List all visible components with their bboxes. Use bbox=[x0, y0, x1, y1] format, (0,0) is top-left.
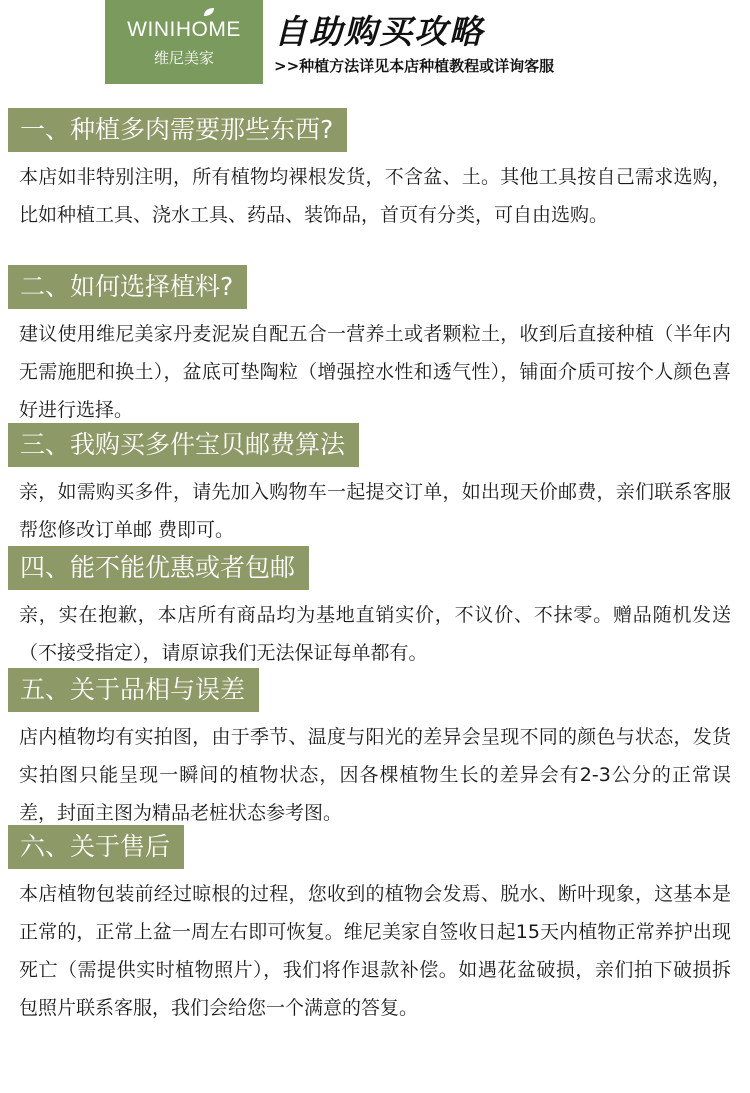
logo-sub-text: 维尼美家 bbox=[153, 49, 214, 67]
page-title: 自助购买攻略 bbox=[274, 12, 484, 51]
section-heading: 五、关于品相与误差 bbox=[8, 668, 259, 712]
section-heading: 四、能不能优惠或者包邮 bbox=[8, 546, 309, 590]
logo-brand-text: WINIHOME bbox=[127, 18, 241, 41]
page-subtitle: >>种植方法详见本店种植教程或详询客服 bbox=[274, 57, 555, 75]
section-heading: 三、我购买多件宝贝邮费算法 bbox=[8, 423, 359, 467]
section-body: 店内植物均有实拍图，由于季节、温度与阳光的差异会呈现不同的颜色与状态，发货实拍图只能呈现一瞬间的植物状态，因各棵植物生长的差异会有2-3公分的正常误差，封面主图为精品老桩状态参考图。 bbox=[19, 726, 731, 824]
section-body: 亲，实在抱歉，本店所有商品均为基地直销实价，不议价、不抹零。赠品随机发送（不接受指定），请原谅我们无法保证每单都有。 bbox=[19, 604, 731, 664]
section-heading: 六、关于售后 bbox=[8, 825, 184, 869]
brand-logo bbox=[105, 0, 263, 84]
section-body: 亲，如需购买多件，请先加入购物车一起提交订单，如出现天价邮费，亲们联系客服帮您修改订单邮 费即可。 bbox=[19, 481, 731, 541]
section-heading: 二、如何选择植料? bbox=[8, 265, 247, 309]
section-body: 本店如非特别注明，所有植物均裸根发货，不含盆、土。其他工具按自己需求选购，比如种植工具、浇水工具、药品、装饰品，首页有分类，可自由选购。 bbox=[19, 166, 731, 226]
section-body: 本店植物包装前经过晾根的过程，您收到的植物会发焉、脱水、断叶现象，这基本是正常的，正常上盆一周左右即可恢复。维尼美家自签收日起15天内植物正常养护出现死亡（需提供实时植物照片），我们将作退款补偿。如遇花盆破损，亲们拍下破损拆包照片联系客服，我们会给您一个满意的答复。 bbox=[19, 883, 731, 1019]
leaf-icon bbox=[203, 7, 215, 17]
section-heading: 一、种植多肉需要那些东西? bbox=[8, 108, 347, 152]
section-body: 建议使用维尼美家丹麦泥炭自配五合一营养土或者颗粒土，收到后直接种植（半年内无需施肥和换土），盆底可垫陶粒（增强控水性和透气性），铺面介质可按个人颜色喜好进行选择。 bbox=[19, 323, 731, 421]
